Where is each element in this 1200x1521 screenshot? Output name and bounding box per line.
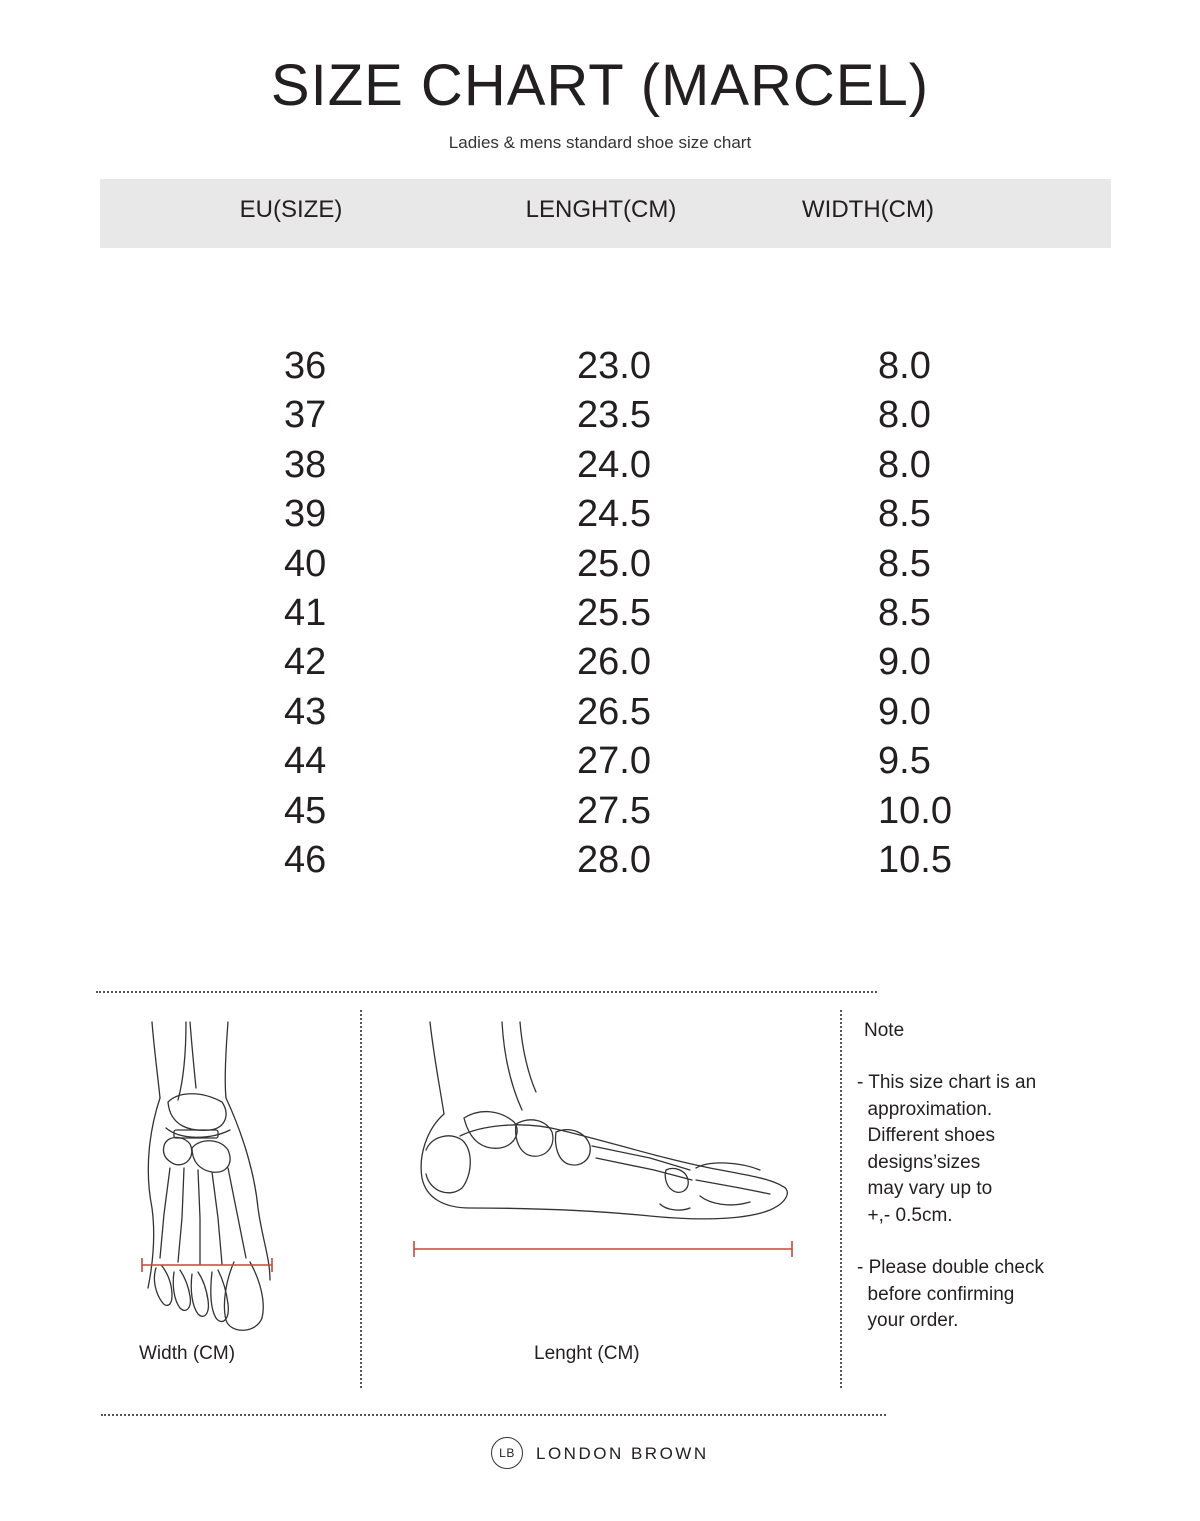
cell-length: 26.0	[577, 641, 651, 684]
note-title: Note	[864, 1020, 905, 1041]
cell-eu: 40	[284, 542, 327, 585]
note-line: - Please double check	[857, 1257, 1044, 1278]
cell-eu: 38	[284, 443, 327, 486]
note-line: your order.	[857, 1310, 959, 1331]
note-item-2	[857, 1255, 1044, 1335]
header-length: LENGHT(CM)	[525, 196, 677, 223]
cell-length: 24.0	[577, 443, 651, 486]
cell-eu: 39	[284, 493, 327, 536]
cell-length: 23.5	[577, 394, 651, 437]
cell-width: 8.0	[878, 443, 931, 486]
top-divider	[96, 991, 877, 993]
cell-length: 25.0	[577, 542, 651, 585]
note-line: Different shoes	[857, 1125, 996, 1146]
cell-width: 8.5	[878, 542, 931, 585]
foot-side-view-illustration	[410, 1018, 800, 1263]
table-row	[0, 737, 1200, 786]
cell-length: 25.5	[577, 591, 651, 634]
table-row	[0, 540, 1200, 589]
note-line: may vary up to	[857, 1178, 993, 1199]
cell-length: 26.5	[577, 690, 651, 733]
cell-width: 8.5	[878, 591, 931, 634]
cell-width: 8.0	[878, 345, 931, 387]
table-row	[0, 441, 1200, 490]
table-row	[0, 391, 1200, 440]
cell-eu: 37	[284, 394, 327, 437]
cell-eu: 43	[284, 690, 327, 733]
note-line: - This size chart is an	[857, 1072, 1037, 1093]
brand-monogram: LB	[491, 1437, 523, 1469]
cell-length: 27.0	[577, 740, 651, 783]
cell-length: 28.0	[577, 838, 651, 881]
table-row	[0, 638, 1200, 687]
cell-length: 23.0	[577, 345, 651, 387]
table-row	[0, 490, 1200, 539]
table-row	[0, 787, 1200, 836]
table-row	[0, 342, 1200, 391]
note-line: approximation.	[857, 1098, 993, 1120]
note-item-1	[857, 1070, 1036, 1229]
width-caption: Width (CM)	[139, 1343, 236, 1364]
cell-width: 10.0	[878, 789, 952, 832]
cell-eu: 36	[284, 345, 327, 387]
cell-length: 27.5	[577, 789, 651, 832]
bottom-divider	[101, 1414, 886, 1416]
header-width: WIDTH(CM)	[802, 196, 934, 223]
cell-width: 8.0	[878, 394, 931, 437]
length-caption: Lenght (CM)	[534, 1343, 640, 1364]
note-line: designs’sizes	[857, 1151, 981, 1173]
table-row	[0, 688, 1200, 737]
note-line: before confirming	[857, 1283, 1015, 1305]
cell-eu: 42	[284, 641, 327, 684]
cell-length: 24.5	[577, 493, 651, 536]
foot-top-view-illustration	[130, 1018, 290, 1338]
cell-eu: 41	[284, 591, 327, 634]
divider-vertical-2	[840, 1010, 842, 1388]
divider-vertical-1	[360, 1010, 362, 1388]
brand-name: LONDON BROWN	[536, 1444, 709, 1463]
header-eu-size: EU(SIZE)	[239, 196, 343, 223]
page-subtitle: Ladies & mens standard shoe size chart	[448, 133, 752, 152]
page-title: SIZE CHART (MARCEL)	[270, 53, 930, 118]
cell-width: 8.5	[878, 493, 931, 536]
cell-width: 9.0	[878, 690, 931, 733]
note-line: +,- 0.5cm.	[857, 1204, 953, 1226]
size-table-body	[0, 342, 1200, 885]
table-row	[0, 589, 1200, 638]
cell-width: 9.5	[878, 740, 931, 783]
cell-eu: 44	[284, 740, 327, 783]
cell-eu: 45	[284, 789, 327, 832]
table-row	[0, 836, 1200, 885]
cell-width: 9.0	[878, 641, 931, 684]
cell-width: 10.5	[878, 838, 952, 881]
cell-eu: 46	[284, 838, 327, 881]
